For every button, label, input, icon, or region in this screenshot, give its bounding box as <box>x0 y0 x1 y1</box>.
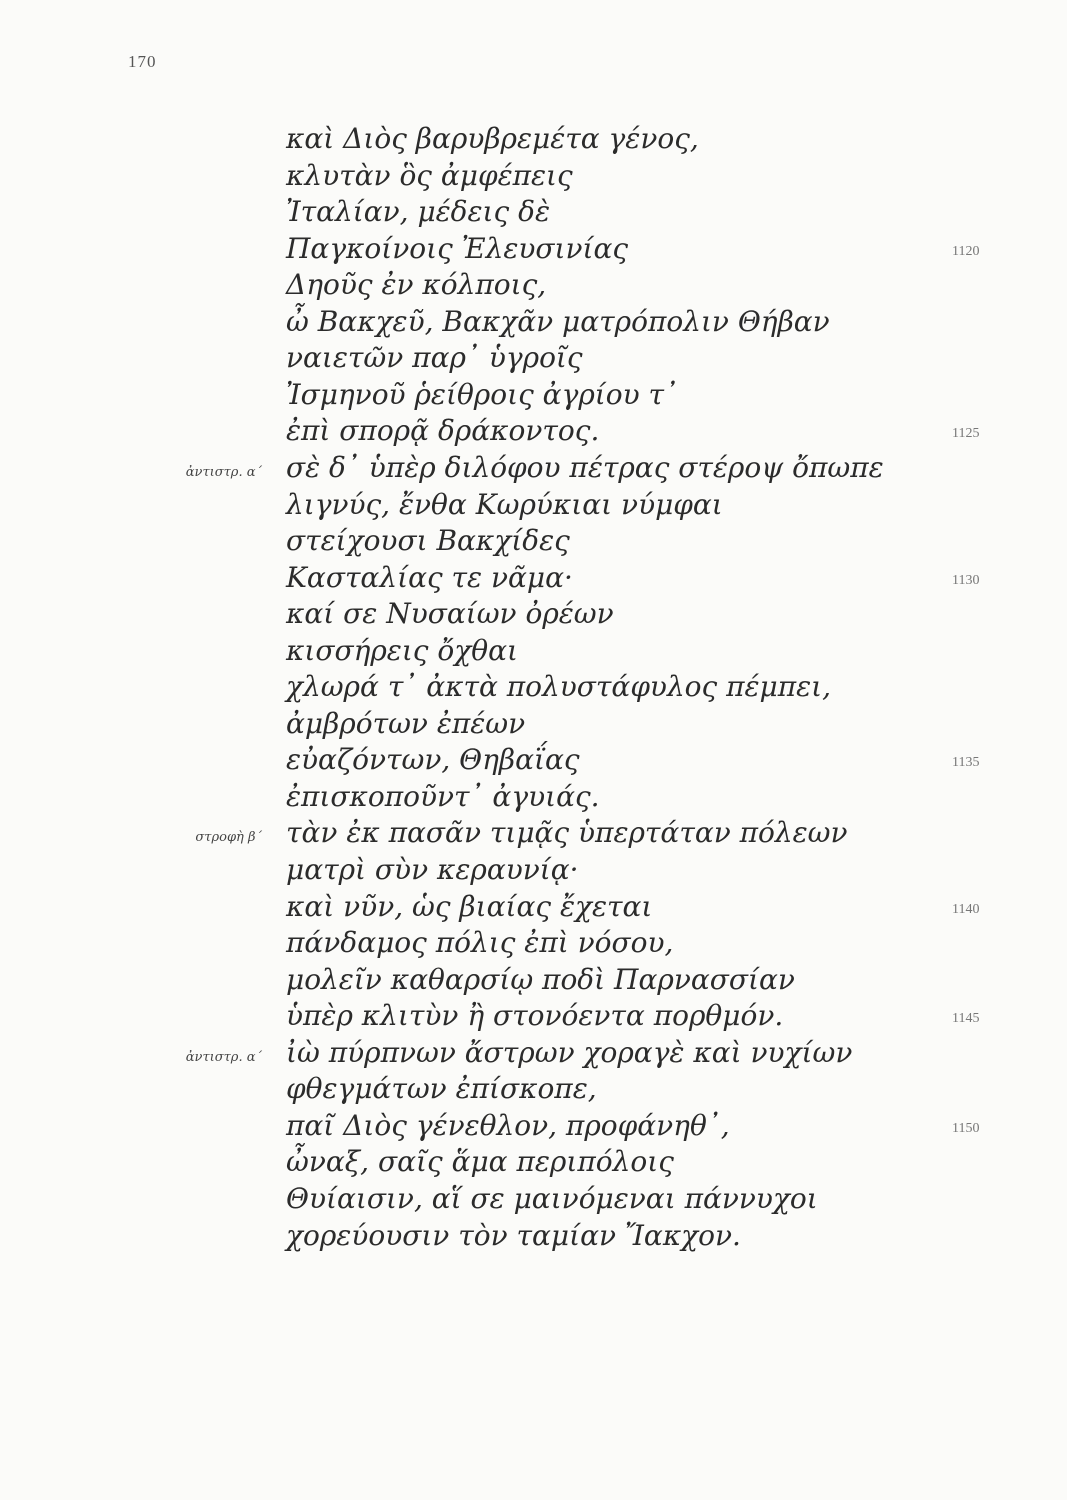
verse-line: παῖ Διὸς γένεθλον, προφάνηθ᾽, <box>286 1108 730 1142</box>
section-label: στροφὴ β´ <box>195 830 262 846</box>
verse-line: στείχουσι Βακχίδες <box>286 524 570 558</box>
verse-line: ἐπὶ σπορᾷ δράκοντος. <box>286 414 600 448</box>
section-label: ἀντιστρ. α´ <box>185 1049 262 1065</box>
verse-line: Κασταλίας τε νᾶμα· <box>286 560 573 594</box>
verse-line: τὰν ἐκ πασᾶν τιμᾷς ὑπερτάταν πόλεων <box>286 816 848 850</box>
verse-line: ἰὼ πύρπνων ἄστρων χοραγὲ καὶ νυχίων <box>286 1035 853 1069</box>
verse-line: ὦναξ, σαῖς ἅμα περιπόλοις <box>286 1145 674 1179</box>
verse-line: εὐαζόντων, Θηβαΐας <box>286 743 580 777</box>
line-number: 1120 <box>952 243 980 259</box>
verse-line: καὶ Διὸς βαρυβρεμέτα γένος, <box>286 122 699 155</box>
verse-line: καί σε Νυσαίων ὀρέων <box>286 597 614 631</box>
section-label: ἀντιστρ. α´ <box>185 464 262 480</box>
verse-line: χορεύουσιν τὸν ταμίαν Ἴακχον. <box>286 1218 741 1252</box>
verse-line: λιγνύς, ἔνθα Κωρύκιαι νύμφαι <box>286 487 723 521</box>
line-number: 1150 <box>952 1120 980 1136</box>
verse-line: Ἰσμηνοῦ ῥείθροις ἀγρίου τ᾽ <box>286 377 679 411</box>
verse-line: Παγκοίνοις Ἐλευσινίας <box>286 231 629 265</box>
verse-line: ἐπισκοποῦντ᾽ ἀγυιάς. <box>286 779 600 813</box>
verse-line: ὦ Βακχεῦ, Βακχᾶν ματρόπολιν Θήβαν <box>286 304 830 338</box>
line-number: 1140 <box>952 901 980 917</box>
verse-line: καὶ νῦν, ὡς βιαίας ἔχεται <box>286 889 653 923</box>
line-number: 1130 <box>952 572 980 588</box>
verse-line: ἀμβρότων ἐπέων <box>286 706 526 740</box>
verse-line: κισσήρεις ὄχθαι <box>286 633 518 667</box>
verse-line: μολεῖν καθαρσίῳ ποδὶ Παρνασσίαν <box>286 962 795 996</box>
verse-line: ναιετῶν παρ᾽ ὑγροῖς <box>286 341 583 375</box>
page-number: 170 <box>128 52 157 71</box>
verse-line: ὑπὲρ κλιτὺν ἢ στονόεντα πορθμόν. <box>286 999 784 1033</box>
verse-line: σὲ δ᾽ ὑπὲρ διλόφου πέτρας στέροψ ὄπωπε <box>286 450 884 484</box>
verse-line: κλυτὰν ὃς ἀμφέπεις <box>286 158 573 192</box>
verse-line: Θυίαισιν, αἵ σε μαινόμεναι πάννυχοι <box>286 1181 818 1215</box>
line-number: 1125 <box>952 426 980 442</box>
verse-line: Δηοῦς ἐν κόλποις, <box>286 268 547 302</box>
verse-line: ματρὶ σὺν κεραυνίᾳ· <box>286 853 579 886</box>
verse-line: χλωρά τ᾽ ἀκτὰ πολυστάφυλος πέμπει, <box>286 670 832 704</box>
line-number: 1145 <box>952 1011 980 1027</box>
line-number: 1135 <box>952 755 980 771</box>
verse-line: Ἰταλίαν, μέδεις δὲ <box>286 195 550 229</box>
verse-line: πάνδαμος πόλις ἐπὶ νόσου, <box>286 926 674 960</box>
verse-line: φθεγμάτων ἐπίσκοπε, <box>286 1072 597 1106</box>
